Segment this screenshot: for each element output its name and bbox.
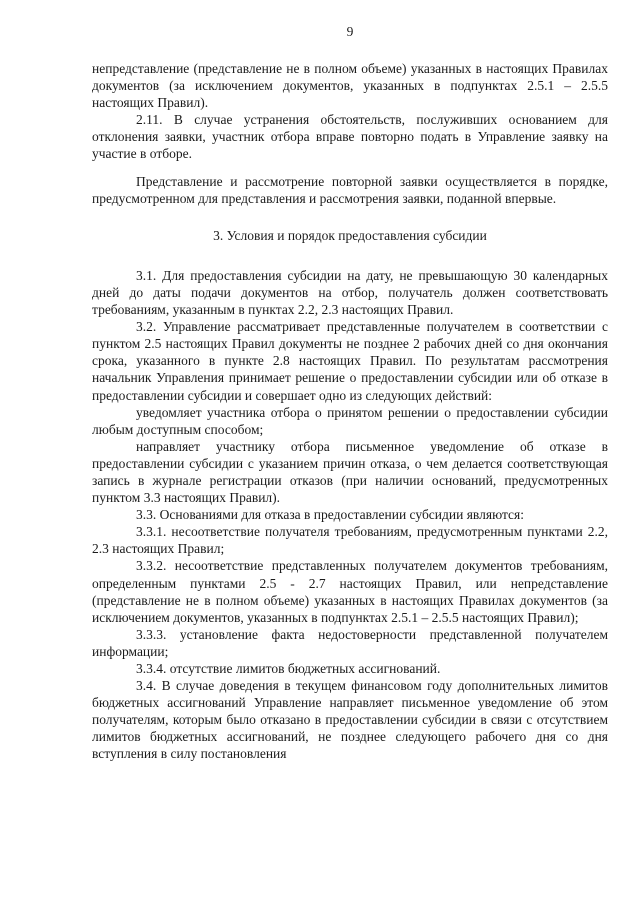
document-body [92,60,608,763]
page-number: 9 [346,24,354,39]
paragraph: 2.11. В случае устранения обстоятельств, послуживших основанием для отклонения заявки, участник отбора вправе повторно подать в Управление заявку на участие в отборе. [92,112,608,162]
paragraph: непредставление (представление не в полном объеме) указанных в настоящих Правилах документов (за исключением документов, указанных в подпунктах 2.5.1 – 2.5.5 настоящих Правил). [92,61,608,111]
paragraph: 3.4. В случае доведения в текущем финансовом году дополнительных лимитов бюджетных ассигнований Управление направляет письменное уведомление об этом получателям, которым было отказано в предоставлении субсидии в связи с отсутствием лимитов бюджетных ассигнований, не позднее следующего рабочего дня со дня вступления в силу постановления [92,678,608,762]
paragraph: направляет участнику отбора письменное уведомление об отказе в предоставлении субсидии с указанием причин отказа, о чем делается соответствующая запись в журнале регистрации отказов (при наличии оснований, предусмотренных пунктом 3.3 настоящих Правил). [92,438,608,506]
paragraph: 3.3.4. отсутствие лимитов бюджетных ассигнований. [136,661,441,676]
paragraph: уведомляет участника отбора о принятом решении о предоставлении субсидии любым доступным способом; [92,404,608,437]
paragraph: 3.3. Основаниями для отказа в предоставлении субсидии являются: [136,507,524,523]
paragraph: 3.3.3. установление факта недостоверности представленной получателем информации; [92,626,608,659]
section-heading: 3. Условия и порядок предоставления субсидии [213,227,487,243]
paragraph: 3.3.1. несоответствие получателя требованиям, предусмотренным пунктами 2.2, 2.3 настоящих Правил; [92,524,608,557]
paragraph: 3.1. Для предоставления субсидии на дату, не превышающую 30 календарных дней до даты подачи документов на отбор, получатель должен соответствовать требованиям, указанным в пунктах 2.2, 2.3 настоящих Правил. [92,267,608,318]
paragraph-gap [92,163,608,173]
paragraph: Представление и рассмотрение повторной заявки осуществляется в порядке, предусмотренном для представления и рассмотрения заявки, поданной впервые. [92,173,608,206]
paragraph: 3.2. Управление рассматривает представленные получателем в соответствии с пунктом 2.5 настоящих Правил документы не позднее 2 рабочих дней со дня окончания срока, указанного в пункте 2.8 настоящих Правил. По результатам рассмотрения начальник Управления принимает решение о предоставлении субсидии или об отказе в предоставлении субсидии и совершает одно из следующих действий: [92,319,608,403]
paragraph: 3.3.2. несоответствие представленных получателем документов требованиям, определенным пунктами 2.5 - 2.7 настоящих Правил, или непредставление (представление не в полном объеме) указанных в настоящих Правилах документов (за исключением документов, указанных в подпунктах 2.5.1 – 2.5.5 настоящих Правил); [92,558,608,625]
document-page [92,22,608,763]
